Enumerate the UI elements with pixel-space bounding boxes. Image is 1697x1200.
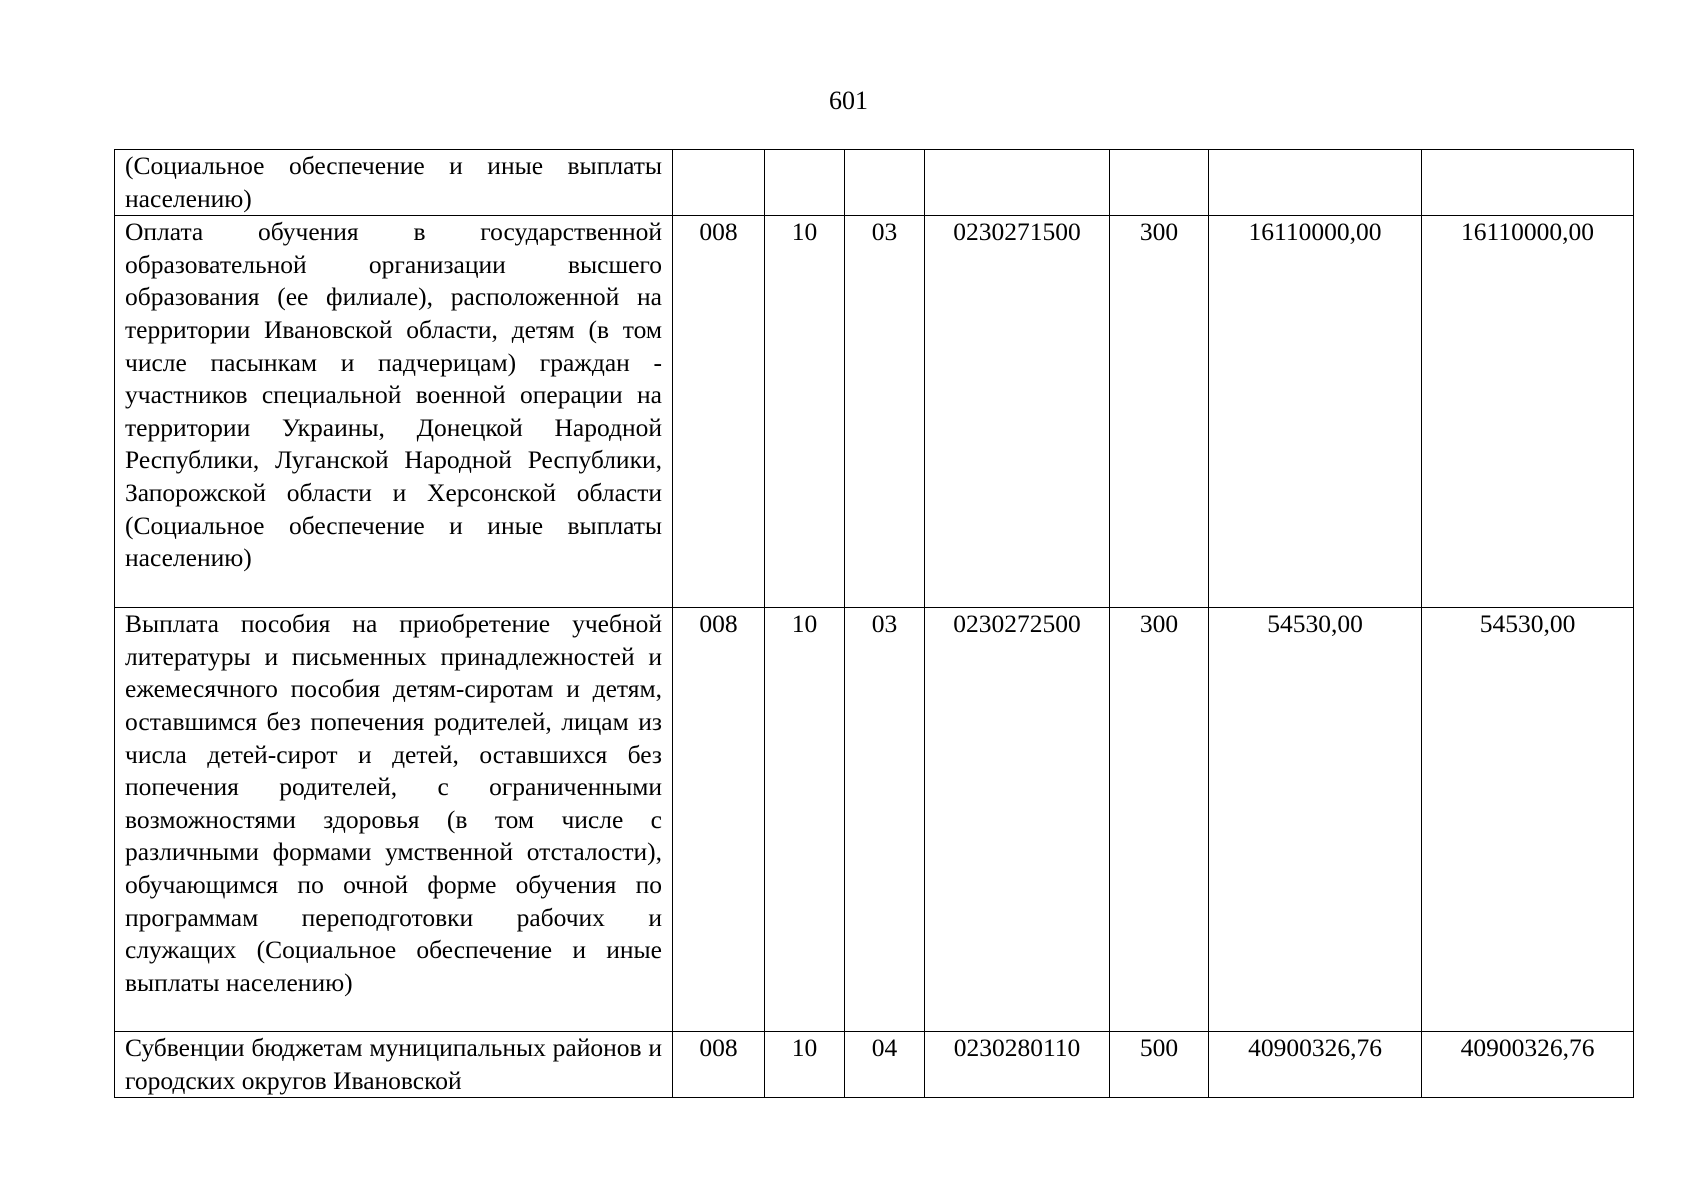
- row-expense-type-code: 500: [1110, 1032, 1209, 1098]
- row-section-code: [765, 150, 845, 216]
- row-ved-code: 008: [673, 608, 765, 1032]
- row-sum-2: 40900326,76: [1422, 1032, 1634, 1098]
- row-target-article-code: 0230280110: [925, 1032, 1110, 1098]
- table-row: [115, 216, 1634, 608]
- row-ved-code: [673, 150, 765, 216]
- row-description: Выплата пособия на приобретение учебной литературы и письменных принадлежностей и ежемесячного пособия детям-сиротам и детям, оставшимся без попечения родителей, лицам из числа детей-сирот и детей, оставшихся без попечения родителей, с ограниченными возможностями здоровья (в том числе с различными формами умственной отсталости), обучающимся по очной форме обучения по программам переподготовки рабочих и служащих (Социальное обеспечение и иные выплаты населению): [115, 608, 673, 1032]
- row-description: Оплата обучения в государственной образовательной организации высшего образования (ее филиале), расположенной на территории Ивановской области, детям (в том числе пасынкам и падчерицам) граждан - участников специальной военной операции на территории Украины, Донецкой Народной Республики, Луганской Народной Республики, Запорожской области и Херсонской области (Социальное обеспечение и иные выплаты населению): [115, 216, 673, 608]
- row-sum-2: 16110000,00: [1422, 216, 1634, 608]
- row-description: Субвенции бюджетам муниципальных районов и городских округов Ивановской: [115, 1032, 673, 1098]
- row-sum-2: [1422, 150, 1634, 216]
- row-sum-1: 54530,00: [1209, 608, 1422, 1032]
- row-subsection-code: 03: [845, 216, 925, 608]
- row-subsection-code: 04: [845, 1032, 925, 1098]
- row-target-article-code: [925, 150, 1110, 216]
- table-row: [115, 150, 1634, 216]
- row-expense-type-code: [1110, 150, 1209, 216]
- row-section-code: 10: [765, 216, 845, 608]
- row-sum-1: [1209, 150, 1422, 216]
- row-sum-1: 16110000,00: [1209, 216, 1422, 608]
- row-subsection-code: 03: [845, 608, 925, 1032]
- row-subsection-code: [845, 150, 925, 216]
- row-section-code: 10: [765, 608, 845, 1032]
- row-ved-code: 008: [673, 1032, 765, 1098]
- row-target-article-code: 0230272500: [925, 608, 1110, 1032]
- table-row: [115, 1032, 1634, 1098]
- budget-table: [114, 149, 1634, 1098]
- row-expense-type-code: 300: [1110, 608, 1209, 1032]
- row-expense-type-code: 300: [1110, 216, 1209, 608]
- row-section-code: 10: [765, 1032, 845, 1098]
- row-sum-1: 40900326,76: [1209, 1032, 1422, 1098]
- table-row: [115, 608, 1634, 1032]
- row-sum-2: 54530,00: [1422, 608, 1634, 1032]
- row-target-article-code: 0230271500: [925, 216, 1110, 608]
- row-description: (Социальное обеспечение и иные выплаты населению): [115, 150, 673, 216]
- page-number: 601: [829, 86, 868, 115]
- row-ved-code: 008: [673, 216, 765, 608]
